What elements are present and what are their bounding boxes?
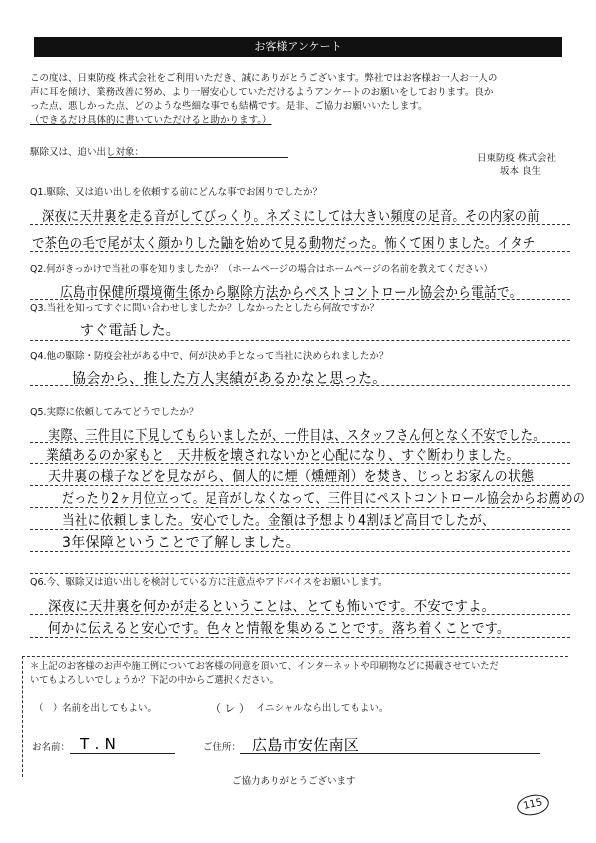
- intro-text: [30, 72, 497, 128]
- question-5-answer-line: 当社に依頼しました。安心でした。金額は予想より4割ほど高目でしたが、: [62, 513, 495, 529]
- question-1-answer-line: で茶色の毛で尾が太く顔かりした鼬を始めて見る動物だった。怖くて困りました。イタチ: [32, 236, 536, 252]
- consent-line: ＊上記のお客様のお声や施工例についてお客様の同意を頂いて、インターネットや印刷物などに掲載させていただ: [30, 661, 499, 672]
- question-6-answer-line: 深夜に天井裏を何かが走るということは、とても怖いです。不安ですよ。: [48, 599, 496, 615]
- question-3-answer-line: すぐ電話した。: [80, 323, 181, 339]
- question-5-answer-line: だったり2ヶ月位立って。足音がしなくなって、三件目にペストコントロール協会からお薦めの: [62, 491, 586, 507]
- question-5-label: Q5.実際に依頼してみてどうでしたか？: [30, 407, 199, 418]
- question-3-label: Q3.当社を知ってすぐに問い合わせしましたか？しなかったとしたら何故ですか？: [30, 303, 380, 314]
- question-1-answer-line: 深夜に天井裏を走る音がしてびっくり。ネズミにしては大きい頻度の足音。その内家の前: [42, 209, 540, 225]
- question-6-answer-line: 何かに伝えると安心です。色々と情報を集めることです。落ち着くことです。: [48, 621, 511, 637]
- intro-note: （できるだけ具体的に書いていただけると助かります。）: [30, 115, 272, 126]
- name-label: お名前：: [32, 742, 71, 753]
- question-2-label: Q2.何がきっかけで当社の事を知りましたか？（ホームページの場合はホームページの名前を教えてください）: [30, 264, 493, 275]
- name-underline: [70, 753, 175, 754]
- question-5-answer-line: 実際、三件目に下見してもらいましたが、一件目は、スタッフさん何となく不安でした。: [48, 428, 546, 444]
- name-value: T . N: [80, 735, 117, 753]
- question-4-answer-line: 協会から、推した方人実績があるかなと思った。: [72, 371, 387, 387]
- subject-underline: [108, 157, 288, 158]
- question-1-label: Q1.駆除、又は追い出しを依頼する前にどんな事でお困りでしたか？: [30, 187, 323, 198]
- subject-label: 駆除又は、追い出し対象：: [30, 147, 145, 158]
- option-name-checkbox[interactable]: （ ）: [34, 703, 63, 714]
- option-initials-checkbox[interactable]: （ レ ）: [210, 702, 250, 715]
- page-number: 115: [515, 792, 550, 818]
- answer-line: [30, 573, 570, 574]
- consent-text: [30, 660, 499, 688]
- question-5-answer-line: 3年保障ということで了解しました。: [62, 535, 301, 551]
- address-label: ご住所：: [203, 742, 242, 753]
- answer-line: [30, 340, 570, 341]
- intro-line: この度は、日東防疫 株式会社をご利用いただき、誠にありがとうございます。弊社ではお客様お一人お一人の: [30, 73, 498, 84]
- company-name: 日東防疫 株式会社: [477, 153, 557, 164]
- option-initials-label: イニシャルなら出してもよい。: [256, 703, 389, 714]
- intro-line: った点、悪しかった点、どのような些細な事でも結構です。是非、ご協力お願いいたします。: [30, 101, 428, 112]
- address-value: 広島市安佐南区: [252, 736, 360, 754]
- question-5-answer-line: 天井裏の様子などを見ながら、個人的に煙（燻煙剤）を焚き、じっとお家んの状態: [48, 469, 535, 485]
- survey-title: お客様アンケート: [34, 37, 562, 57]
- thanks-text: ご協力ありがとうございます: [232, 776, 356, 787]
- intro-line: 声に耳を傾け、業務改善に努め、より一層安心していただけるようアンケートのお願いをしております。良か: [30, 87, 494, 98]
- question-2-answer-line: 広島市保健所環境衛生係から駆除方法からペストコントロール協会から電話で。: [60, 285, 523, 301]
- question-5-answer-line: 業績あるのか家もと 天井板を壊されないかと心配になり、すぐ断わりました。: [46, 448, 520, 464]
- question-6-label: Q6.今、駆除又は追い出しを検討している方に注意点やアドバイスをお願いします。: [30, 577, 388, 588]
- consent-line: いてもよろしいでしょうか？下記の中からご選択ください。: [30, 675, 279, 686]
- option-name-label: 名前を出してもよい。: [62, 703, 158, 714]
- company-person: 坂本 良生: [500, 166, 542, 177]
- question-4-label: Q4.他の駆除・防疫会社がある中で、何が決め手となって当社に決められましたか？: [30, 351, 389, 362]
